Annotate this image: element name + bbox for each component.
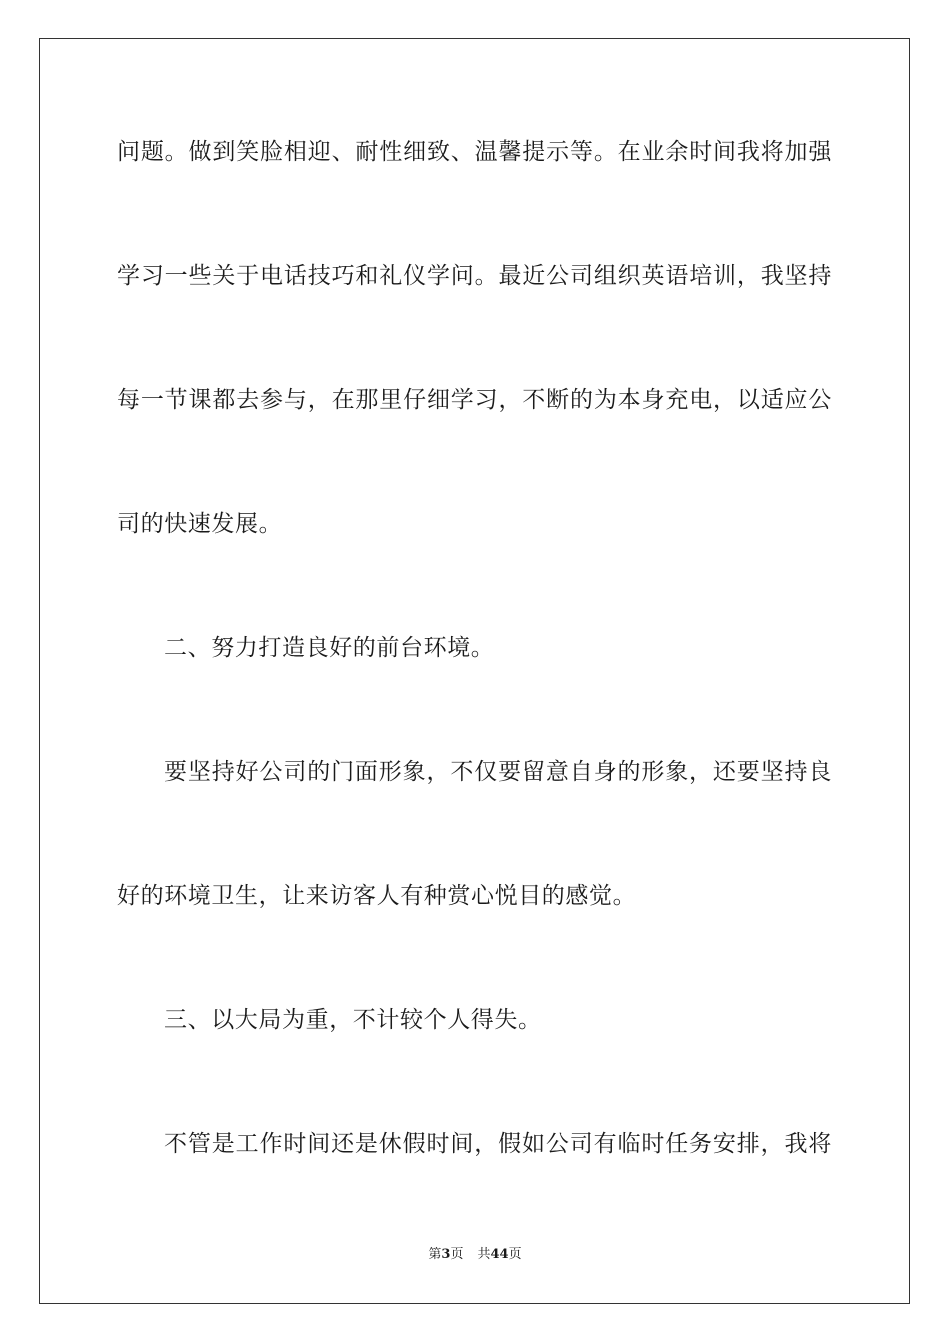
text-line-4: 司的快速发展。	[117, 511, 283, 537]
section-heading-2: 二、努力打造良好的前台环境。	[164, 635, 495, 661]
page-border	[39, 38, 910, 1304]
text-line-7: 好的环境卫生，让来访客人有种赏心悦目的感觉。	[117, 883, 637, 909]
total-suffix: 页	[508, 1247, 522, 1262]
total-prefix: 共	[477, 1247, 491, 1262]
section-heading-3: 三、以大局为重，不计较个人得失。	[164, 1007, 542, 1033]
text-line-3: 每一节课都去参与，在那里仔细学习，不断的为本身充电，以适应公	[117, 387, 832, 413]
page-prefix: 第	[428, 1247, 442, 1262]
text-line-6: 要坚持好公司的门面形象，不仅要留意自身的形象，还要坚持良	[164, 759, 832, 785]
page-number: 3	[441, 1247, 451, 1262]
text-line-9: 不管是工作时间还是休假时间，假如公司有临时任务安排，我将	[164, 1131, 832, 1157]
text-line-1: 问题。做到笑脸相迎、耐性细致、温馨提示等。在业余时间我将加强	[117, 139, 832, 165]
total-pages: 44	[490, 1247, 509, 1262]
text-line-2: 学习一些关于电话技巧和礼仪学问。最近公司组织英语培训，我坚持	[117, 263, 832, 289]
page-footer	[0, 1246, 950, 1264]
page-suffix: 页	[450, 1247, 464, 1262]
